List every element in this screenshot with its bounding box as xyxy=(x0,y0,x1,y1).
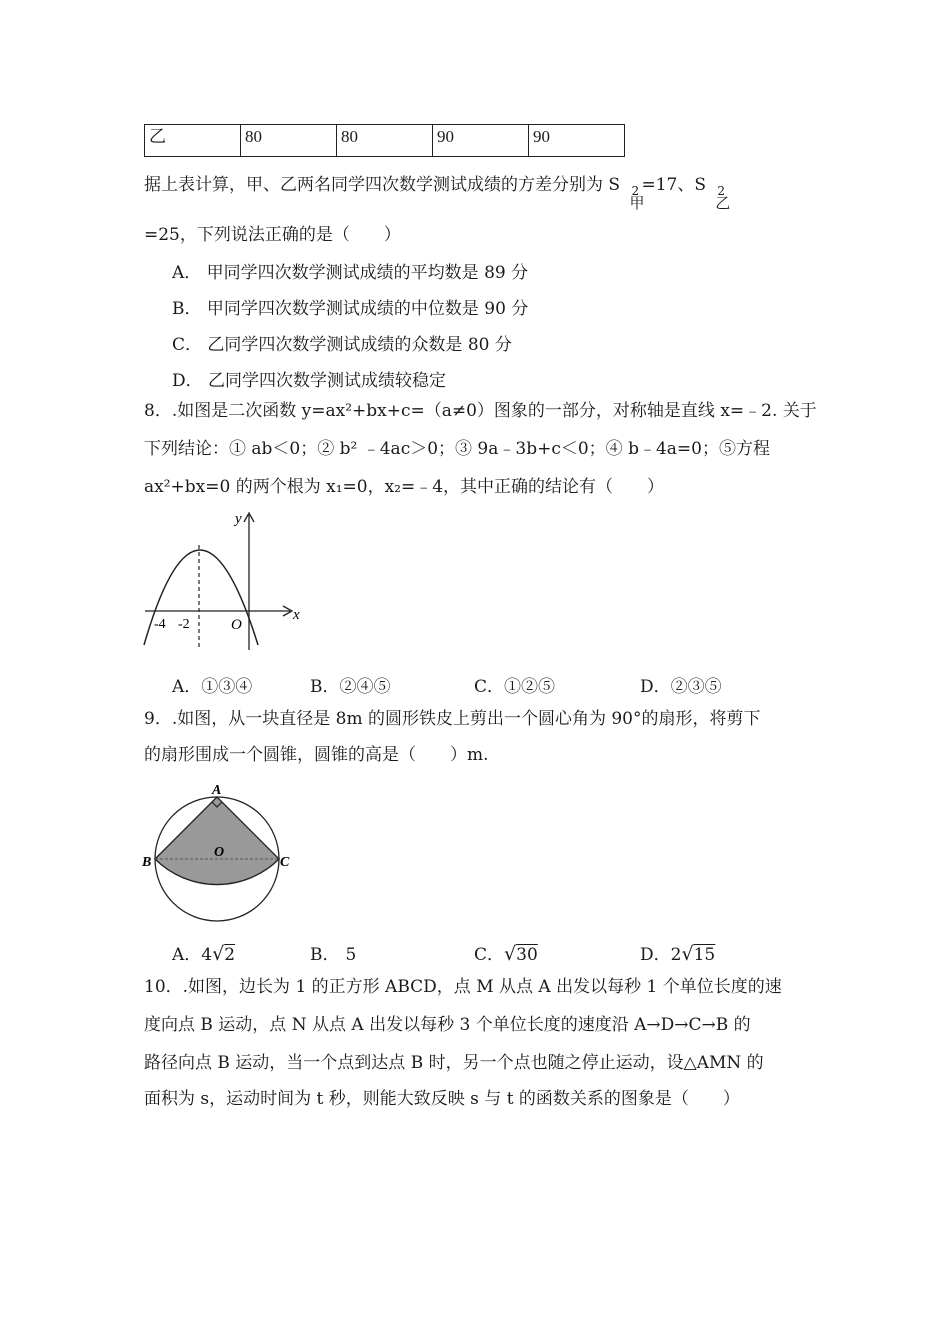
q7-eq1: =17、S xyxy=(641,175,706,195)
q8-line2: 下列结论：① ab＜0；② b² ﹣4ac＞0；③ 9a﹣3b+c＜0；④ b﹣4a=0；⑤方程 xyxy=(144,439,770,459)
label-a: A xyxy=(212,783,222,798)
sqrt-icon: √ xyxy=(212,943,225,965)
q8-option-a: A．①③④ xyxy=(172,677,253,697)
score-table xyxy=(144,124,625,157)
sub-yi: 乙 xyxy=(715,194,731,212)
label-c: C xyxy=(280,855,290,870)
q7-line2: =25，下列说法正确的是（ ） xyxy=(144,225,401,245)
option-label: C． xyxy=(474,945,505,965)
q7-line1 xyxy=(144,174,731,212)
y-label: y xyxy=(235,511,242,527)
q9-option-b xyxy=(310,940,356,965)
label-b: B xyxy=(142,855,152,870)
q7-option-b: B． 甲同学四次数学测试成绩的中位数是 90 分 xyxy=(172,299,529,319)
q8-line1: 8．.如图是二次函数 y=ax²+bx+c=（a≠0）图象的一部分，对称轴是直线 x=﹣2. 关于 xyxy=(144,401,817,421)
table-cell: 90 xyxy=(529,125,625,157)
q7-text1: 据上表计算，甲、乙两名同学四次数学测试成绩的方差分别为 S xyxy=(144,175,621,195)
q10-line4: 面积为 s，运动时间为 t 秒，则能大致反映 s 与 t 的函数关系的图象是（ ） xyxy=(144,1089,740,1109)
option-label: A． xyxy=(172,945,202,965)
sqrt-icon: √ xyxy=(504,943,517,965)
table-row xyxy=(145,125,625,157)
q8-option-d: D．②③⑤ xyxy=(640,677,722,697)
q8-option-c: C．①②⑤ xyxy=(474,677,556,697)
q10-line3: 路径向点 B 运动，当一个点到达点 B 时，另一个点也随之停止运动，设△AMN 的 xyxy=(144,1053,764,1073)
sub-jia: 甲 xyxy=(629,194,645,212)
option-radicand: 30 xyxy=(516,945,538,965)
option-value: 5 xyxy=(345,945,357,965)
q9-option-a xyxy=(172,940,235,965)
sup-yi: 2 xyxy=(717,184,726,198)
q8-line3: ax²+bx=0 的两个根为 x₁=0，x₂=﹣4，其中正确的结论有（ ） xyxy=(144,477,665,497)
q9-option-d xyxy=(640,940,715,965)
q8-option-b: B．②④⑤ xyxy=(310,677,391,697)
q10-line2: 度向点 B 运动，点 N 从点 A 出发以每秒 3 个单位长度的速度沿 A→D→C→B 的 xyxy=(144,1015,751,1035)
table-cell: 80 xyxy=(241,125,337,157)
table-cell: 80 xyxy=(337,125,433,157)
x-label: x xyxy=(293,607,300,623)
q9-line2: 的扇形围成一个圆锥，圆锥的高是（ ）m. xyxy=(144,745,489,765)
tick-minus4: -4 xyxy=(154,617,166,632)
option-label: D． xyxy=(640,945,671,965)
tick-minus2: -2 xyxy=(178,617,190,632)
option-radicand: 15 xyxy=(693,945,716,965)
q7-option-d: D． 乙同学四次数学测试成绩较稳定 xyxy=(172,371,447,391)
option-coef: 2 xyxy=(670,945,682,965)
q9-line1: 9．.如图，从一块直径是 8m 的圆形铁皮上剪出一个圆心角为 90°的扇形，将剪下 xyxy=(144,709,761,729)
sup-jia: 2 xyxy=(631,184,640,198)
q7-option-a: A． 甲同学四次数学测试成绩的平均数是 89 分 xyxy=(172,263,529,283)
q9-option-c xyxy=(474,940,538,965)
option-radicand: 2 xyxy=(224,945,236,965)
parabola-figure xyxy=(140,505,315,655)
option-label: B． xyxy=(310,945,340,965)
sqrt-icon: √ xyxy=(681,943,694,965)
table-cell: 90 xyxy=(433,125,529,157)
q7-option-c: C． 乙同学四次数学测试成绩的众数是 80 分 xyxy=(172,335,512,355)
option-coef: 4 xyxy=(201,945,213,965)
label-o: O xyxy=(214,845,225,860)
q10-line1: 10．.如图，边长为 1 的正方形 ABCD，点 M 从点 A 出发以每秒 1 个单位长度的速 xyxy=(144,977,782,997)
table-cell: 乙 xyxy=(145,125,241,157)
sector-shape xyxy=(155,797,279,885)
sector-figure xyxy=(140,780,300,925)
origin-label: O xyxy=(231,617,242,633)
